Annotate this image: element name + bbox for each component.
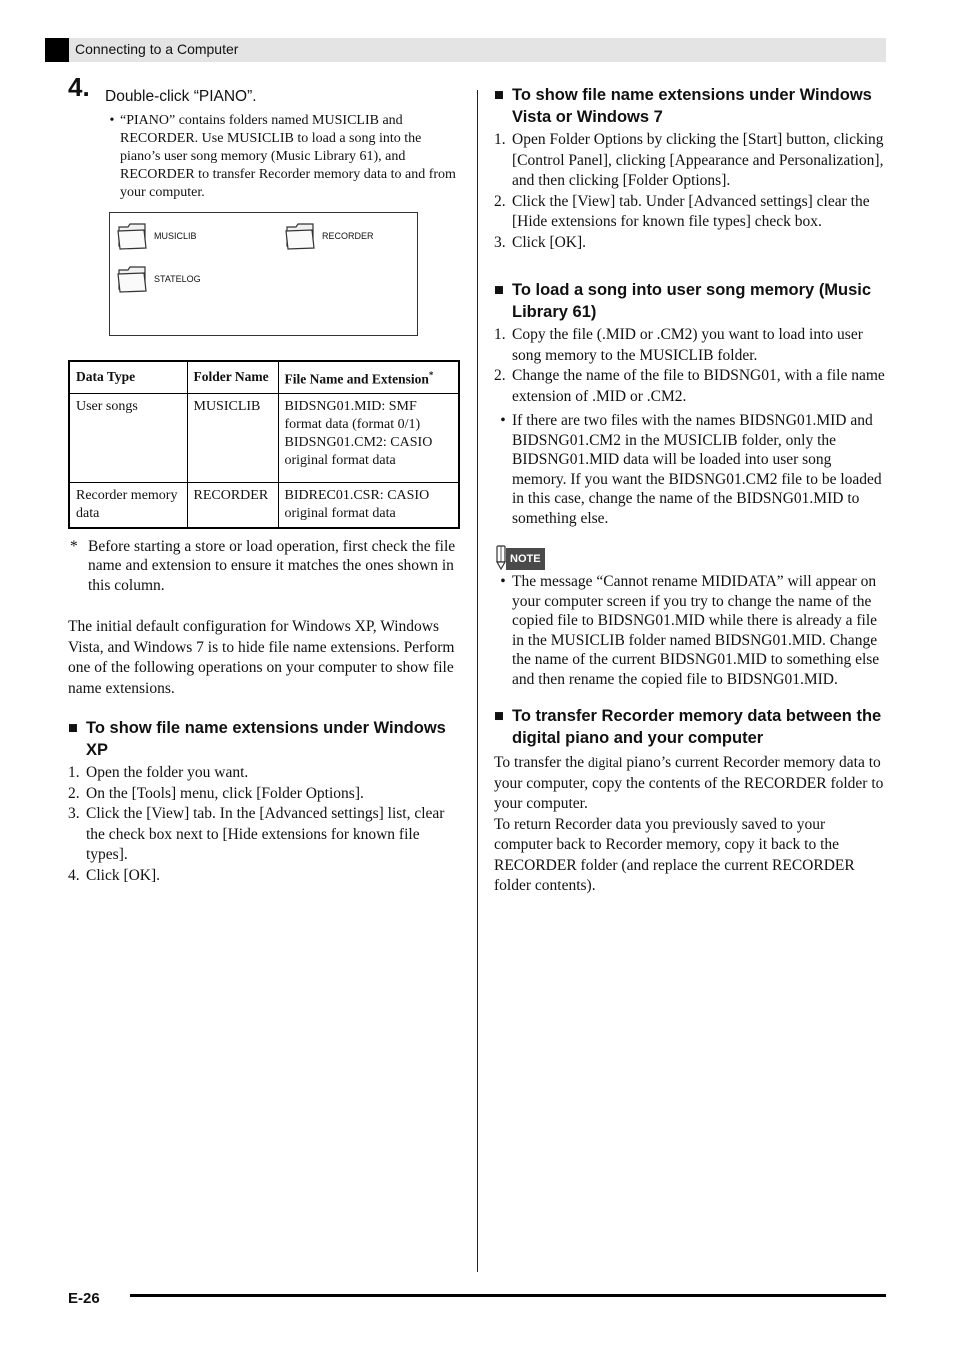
text-run: To transfer the (494, 754, 589, 771)
bullet-text: The message “Cannot rename MIDIDATA” will appear on your computer screen if you try to change the name of the copied file to BIDSNG01.MID while there is already a file in the MUSICLIB folder named BIDSNG01.MID. Change the name of the current BIDSNG01.MID to something else and then rename the copied file to BIDSNG01.MID. (512, 573, 880, 688)
heading-text: To show file name extensions under Windows XP (86, 719, 446, 759)
list-item: 3. Click [OK]. (494, 233, 886, 254)
heading-square-marker: ■ (68, 719, 78, 737)
folder-label: RECORDER (322, 230, 374, 241)
list-item: 2. On the [Tools] menu, click [Folder Options]. (68, 784, 460, 805)
list-item-text: Click [OK]. (512, 233, 587, 251)
header-marker-block (45, 38, 69, 62)
transfer-paragraph-2: To return Recorder data you previously saved to your computer back to Recorder memory, copy it back to the RECORDER folder (and replace the current RECORDER folder contents). (494, 815, 855, 894)
list-item: 3. Click the [View] tab. In the [Advanced settings] list, clear the check box next to [Hide extensions for known file types]. (68, 804, 460, 866)
table-cell: User songs (69, 393, 187, 482)
folder-musiclib[interactable] (116, 221, 197, 251)
list-item-text: Click [OK]. (86, 866, 161, 884)
column-divider (477, 90, 478, 1272)
heading-square-marker: ■ (494, 707, 504, 725)
left-column (68, 72, 460, 886)
heading-text: To show file name extensions under Windows Vista or Windows 7 (512, 86, 872, 126)
footnote-mark: * (428, 370, 434, 380)
table-cell: Recorder memory data (69, 482, 187, 528)
list-item: 2. Click the [View] tab. Under [Advanced settings] clear the [Hide extensions for known file types] check box. (494, 192, 886, 233)
note-bullet (494, 572, 886, 689)
folder-icon (116, 221, 148, 251)
table-cell: MUSICLIB (187, 393, 278, 482)
folder-label: STATELOG (154, 273, 201, 284)
right-column (494, 84, 886, 897)
transfer-paragraph-1 (494, 753, 886, 815)
bullet-dot: • (500, 412, 506, 429)
heading-text: To load a song into user song memory (Music Library 61) (512, 281, 872, 321)
heading-text: To transfer Recorder memory data between the digital piano and your computer (512, 707, 882, 747)
text-run: digital (588, 755, 623, 770)
heading-square-marker: ■ (494, 281, 504, 299)
bullet-text: If there are two files with the names BIDSNG01.MID and BIDSNG01.CM2 in the MUSICLIB folder, only the BIDSNG01.MID data will be loaded into user song memory. If you want the BIDSNG01.CM2 file to be loaded in this case, change the name of the BIDSNG01.MID to something else. (512, 412, 882, 527)
step-instruction: Double-click “PIANO”. (105, 88, 257, 105)
heading-square-marker: ■ (494, 86, 504, 104)
list-item-text: On the [Tools] menu, click [Folder Options]. (86, 784, 364, 802)
step-number: 4. (68, 72, 90, 102)
xp-heading (68, 717, 460, 761)
bullet-text: “PIANO” contains folders named MUSICLIB and RECORDER. Use MUSICLIB to load a song into the piano’s user song memory (Music Library 61), and RECORDER to transfer Recorder memory data to and from your computer. (120, 113, 456, 200)
list-item: 1. Open Folder Options by clicking the [Start] button, clicking [Control Panel], clicking [Appearance and Personalization], and then clicking [Folder Options]. (494, 130, 886, 192)
vista-steps (494, 130, 886, 253)
table-cell: BIDREC01.CSR: CASIO original format data (278, 482, 459, 528)
vista-heading (494, 84, 886, 128)
list-item-text: Open Folder Options by clicking the [Start] button, clicking [Control Panel], clicking [Appearance and Personalization], and then clicking [Folder Options]. (512, 131, 884, 189)
list-item-text: Click the [View] tab. Under [Advanced settings] clear the [Hide extensions for known file types] check box. (512, 192, 870, 230)
note-badge (494, 542, 886, 570)
bullet-dot: • (109, 113, 115, 128)
load-bullet (494, 411, 886, 528)
header-text: File Name and Extension (284, 371, 429, 387)
load-heading (494, 279, 886, 323)
note-label: NOTE (506, 548, 545, 571)
list-item-text: Open the folder you want. (86, 764, 249, 781)
section-title: Connecting to a Computer (75, 41, 239, 57)
table-row (69, 482, 459, 528)
table-footnote (68, 537, 460, 596)
table-header-cell (278, 361, 459, 393)
folder-label: MUSICLIB (154, 230, 197, 241)
folder-statelog[interactable] (116, 264, 201, 294)
transfer-heading (494, 705, 886, 749)
footnote-text: Before starting a store or load operation, first check the file name and extension to ensure it matches the ones shown in this column. (88, 537, 456, 594)
list-item-text: Copy the file (.MID or .CM2) you want to load into user song memory to the MUSICLIB folder. (512, 326, 863, 364)
xp-steps (68, 763, 460, 886)
footer-rule (130, 1294, 886, 1297)
table-row (69, 393, 459, 482)
folder-window (109, 212, 418, 336)
table-header-row (69, 361, 459, 393)
list-item-text: Change the name of the file to BIDSNG01, with a file name extension of .MID or .CM2. (512, 367, 885, 405)
folder-recorder[interactable] (284, 221, 374, 251)
list-item: 2. Change the name of the file to BIDSNG01, with a file name extension of .MID or .CM2. (494, 366, 886, 407)
folder-icon (116, 264, 148, 294)
table-header-cell: Data Type (69, 361, 187, 393)
text-run: piano’s current Recorder memory data to your computer, copy the contents of the RECORDER folder to your computer. (494, 754, 884, 812)
list-item-text: Click the [View] tab. In the [Advanced settings] list, clear the check box next to [Hide extensions for known file types]. (86, 805, 445, 863)
footnote-mark: * (70, 537, 78, 555)
step-4 (68, 72, 460, 110)
list-item: 1. Copy the file (.MID or .CM2) you want to load into user song memory to the MUSICLIB folder. (494, 325, 886, 366)
folder-file-table (68, 360, 460, 529)
step-4-bullet (104, 112, 460, 202)
table-header-cell: Folder Name (187, 361, 278, 393)
intro-paragraph: The initial default configuration for Windows XP, Windows Vista, and Windows 7 is to hide file name extensions. Perform one of the following operations on your computer to show file name extensions. (68, 618, 455, 697)
list-item: 1. Open the folder you want. (68, 763, 460, 784)
page-number: E-26 (68, 1290, 100, 1307)
table-cell: RECORDER (187, 482, 278, 528)
folder-icon (284, 221, 316, 251)
list-item: 4. Click [OK]. (68, 866, 460, 887)
bullet-dot: • (500, 573, 506, 590)
table-cell: BIDSNG01.MID: SMF format data (format 0/1) BIDSNG01.CM2: CASIO original format data (278, 393, 459, 482)
load-steps (494, 325, 886, 407)
